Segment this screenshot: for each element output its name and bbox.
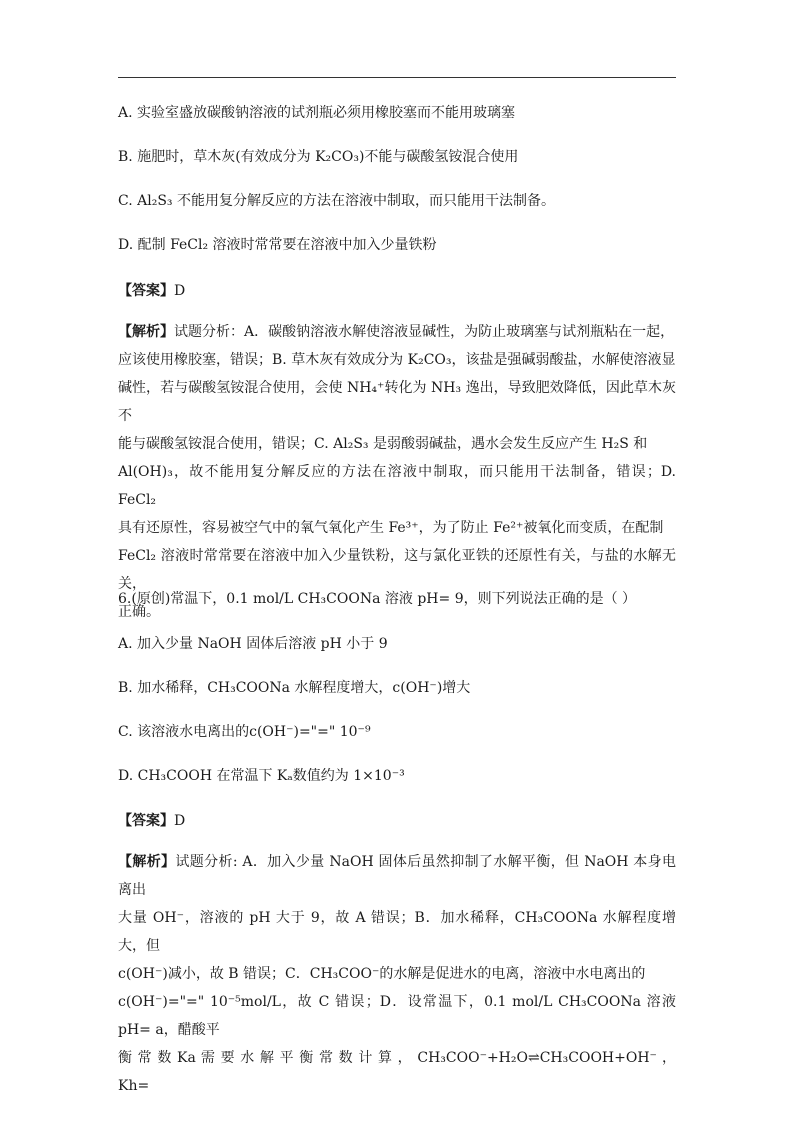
analysis-line: Al(OH)₃，故不能用复分解反应的方法在溶液中制取，而只能用干法制备，错误；D. FeCl₂ (118, 464, 676, 508)
analysis-line: 【解析】试题分析: A．加入少量 NaOH 固体后虽然抑制了水解平衡，但 NaOH 本身电离出 (118, 854, 676, 898)
analysis-line: 具有还原性，容易被空气中的氧气氧化产生 Fe³⁺，为了防止 Fe²⁺被氧化而变质，在配制 (118, 520, 664, 536)
analysis-line: 碱性，若与碳酸氢铵混合使用，会使 NH₄⁺转化为 NH₃ 逸出，导致肥效降低，因此草木灰不 (118, 380, 676, 424)
option-d: D. 配制 FeCl₂ 溶液时常常要在溶液中加入少量铁粉 (118, 237, 437, 253)
analysis-line: FeCl₂ 溶液时常常要在溶液中加入少量铁粉，这与氯化亚铁的还原性有关，与盐的水解无关， (118, 548, 676, 592)
analysis-line: c(OH⁻)="=" 10⁻⁵mol/L，故 C 错误；D．设常温下，0.1 mol/L CH₃COONa 溶液 pH= a，醋酸平 (118, 994, 676, 1038)
analysis-line: 正确。 (118, 604, 160, 620)
option-b: B. 加水稀释，CH₃COONa 水解程度增大，c(OH⁻)增大 (118, 680, 471, 696)
analysis-line: 应该使用橡胶塞，错误；B. 草木灰有效成分为 K₂CO₃，该盐是强碱弱酸盐，水解使溶液显 (118, 352, 676, 368)
answer-value: D (174, 283, 186, 299)
analysis-label: 【解析】 (118, 854, 176, 870)
option-b: B. 施肥时，草木灰(有效成分为 K₂CO₃)不能与碳酸氢铵混合使用 (118, 149, 519, 165)
option-a: A. 实验室盛放碳酸钠溶液的试剂瓶必须用橡胶塞而不能用玻璃塞 (118, 105, 516, 121)
option-d: D. CH₃COOH 在常温下 Kₐ数值约为 1×10⁻³ (118, 768, 405, 784)
option-a: A. 加入少量 NaOH 固体后溶液 pH 小于 9 (118, 636, 388, 652)
analysis-line: 【解析】试题分析：A．碳酸钠溶液水解使溶液显碱性，为防止玻璃塞与试剂瓶粘在一起， (118, 324, 675, 340)
question-6: 6.(原创)常温下，0.1 mol/L CH₃COONa 溶液 pH= 9，则下列说法正确的是（ ） (118, 591, 637, 607)
answer-1 (118, 281, 185, 301)
header-rule (118, 77, 676, 78)
answer-label: 【答案】 (118, 283, 174, 299)
analysis-line: 能与碳酸氢铵混合使用，错误；C. Al₂S₃ 是弱酸弱碱盐，遇水会发生反应产生 H₂S 和 (118, 436, 648, 452)
answer-label: 【答案】 (118, 813, 174, 829)
option-c: C. 该溶液水电离出的c(OH⁻)="=" 10⁻⁹ (118, 724, 371, 740)
analysis-label: 【解析】 (118, 324, 174, 340)
analysis-line: c(OH⁻)减小，故 B 错误；C．CH₃COO⁻的水解是促进水的电离，溶液中水电离出的 (118, 966, 646, 982)
analysis-line: 大量 OH⁻，溶液的 pH 大于 9，故 A 错误；B．加水稀释，CH₃COONa 水解程度增大，但 (118, 910, 676, 954)
analysis-1 (118, 318, 676, 626)
analysis-line: 衡 常 数 Ka 需 要 水 解 平 衡 常 数 计 算 ， CH₃COO⁻+H₂O⇌CH₃COOH+OH⁻ ， Kh= (118, 1050, 676, 1094)
analysis-2 (118, 848, 676, 1100)
answer-value: D (174, 813, 186, 829)
option-c: C. Al₂S₃ 不能用复分解反应的方法在溶液中制取，而只能用干法制备。 (118, 193, 555, 209)
answer-2 (118, 811, 185, 831)
